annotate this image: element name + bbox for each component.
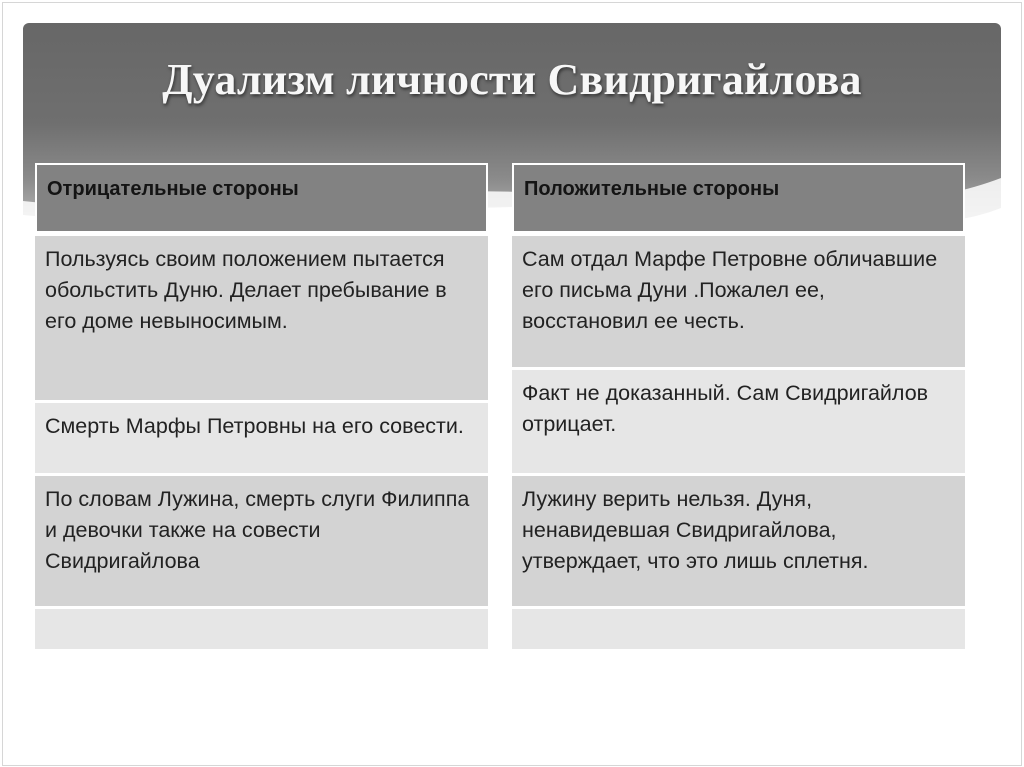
positive-header: Положительные стороны: [512, 163, 965, 233]
positive-row-empty: [512, 606, 965, 649]
positive-row: Факт не доказанный. Сам Свидригайлов отрицает.: [512, 367, 965, 473]
negative-row-empty: [35, 606, 488, 649]
negative-row: Пользуясь своим положением пытается обольстить Дуню. Делает пребывание в его доме невыносимым.: [35, 233, 488, 400]
page-title: Дуализм личности Свидригайлова: [162, 55, 862, 104]
negative-row: Смерть Марфы Петровны на его совести.: [35, 400, 488, 473]
negative-row: По словам Лужина, смерть слуги Филиппа и девочки также на совести Свидригайлова: [35, 473, 488, 606]
positive-row: Лужину верить нельзя. Дуня, ненавидевшая Свидригайлова, утверждает, что это лишь сплетня.: [512, 473, 965, 606]
positive-column: [512, 163, 965, 649]
positive-row: Сам отдал Марфе Петровне обличавшие его письма Дуни .Пожалел ее, восстановил ее честь.: [512, 233, 965, 367]
negative-header: Отрицательные стороны: [35, 163, 488, 233]
negative-column: [35, 163, 488, 649]
